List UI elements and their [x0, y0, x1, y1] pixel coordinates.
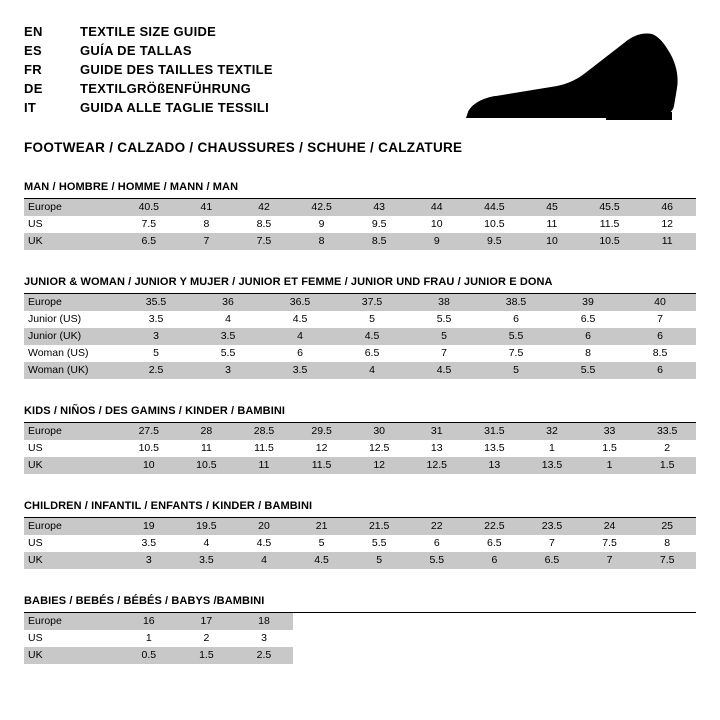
- language-row: [24, 98, 273, 117]
- cell: 4: [178, 535, 236, 552]
- cell: 1.5: [638, 457, 696, 474]
- cell: 8: [178, 216, 236, 233]
- cell: 9: [408, 233, 466, 250]
- cell: 7: [178, 233, 236, 250]
- cell: 10.5: [466, 216, 524, 233]
- cell: 38.5: [480, 294, 552, 311]
- table-row: [24, 535, 696, 552]
- cell: 6: [624, 328, 696, 345]
- dress-shoe-icon: [456, 26, 686, 122]
- cell: 27.5: [120, 423, 178, 440]
- cell: 5.5: [192, 345, 264, 362]
- size-block-children: [24, 500, 696, 569]
- cell: 46: [638, 199, 696, 216]
- language-code: FR: [24, 62, 42, 77]
- cell: 12.5: [350, 440, 408, 457]
- language-title: GUIDE DES TAILLES TEXTILE: [80, 62, 273, 77]
- cell: 5: [293, 535, 351, 552]
- cell: 2: [178, 630, 236, 647]
- cell: 4: [264, 328, 336, 345]
- table-row: [24, 457, 696, 474]
- cell: 6: [466, 552, 524, 569]
- cell: 1: [120, 630, 178, 647]
- category-title: FOOTWEAR / CALZADO / CHAUSSURES / SCHUHE / CALZATURE: [24, 140, 463, 155]
- cell: 6.5: [466, 535, 524, 552]
- cell: 23.5: [523, 518, 581, 535]
- size-block-man: [24, 181, 696, 250]
- cell: 12: [638, 216, 696, 233]
- cell: 21.5: [350, 518, 408, 535]
- cell: 5: [350, 552, 408, 569]
- cell: 12: [293, 440, 351, 457]
- cell: 28: [178, 423, 236, 440]
- row-label: Europe: [24, 423, 120, 440]
- cell: 29.5: [293, 423, 351, 440]
- cell: 18: [235, 613, 293, 630]
- cell: 10: [523, 233, 581, 250]
- cell: 5.5: [350, 535, 408, 552]
- cell: 21: [293, 518, 351, 535]
- cell: [581, 630, 639, 647]
- cell: 35.5: [120, 294, 192, 311]
- size-table: [24, 613, 696, 664]
- table-row: [24, 328, 696, 345]
- row-label: US: [24, 535, 120, 552]
- cell: 8: [293, 233, 351, 250]
- cell: [408, 613, 466, 630]
- cell: [350, 613, 408, 630]
- cell: 44.5: [466, 199, 524, 216]
- cell: 45: [523, 199, 581, 216]
- cell: 7.5: [480, 345, 552, 362]
- size-block-junior-woman: [24, 276, 696, 379]
- cell: 11: [235, 457, 293, 474]
- cell: 4: [235, 552, 293, 569]
- cell: 5.5: [408, 311, 480, 328]
- cell: 5.5: [480, 328, 552, 345]
- cell: 3: [235, 630, 293, 647]
- cell: 19.5: [178, 518, 236, 535]
- cell: 32: [523, 423, 581, 440]
- cell: 10.5: [120, 440, 178, 457]
- cell: 10: [120, 457, 178, 474]
- cell: 7: [581, 552, 639, 569]
- cell: 17: [178, 613, 236, 630]
- cell: 22: [408, 518, 466, 535]
- cell: 6: [624, 362, 696, 379]
- cell: 8.5: [350, 233, 408, 250]
- cell: 2: [638, 440, 696, 457]
- cell: 1: [581, 457, 639, 474]
- cell: 7: [523, 535, 581, 552]
- language-code: DE: [24, 81, 43, 96]
- cell: [293, 613, 351, 630]
- row-label: Europe: [24, 613, 120, 630]
- cell: [350, 630, 408, 647]
- cell: 2.5: [120, 362, 192, 379]
- cell: 8: [638, 535, 696, 552]
- size-block-babies: [24, 595, 696, 664]
- cell: 16: [120, 613, 178, 630]
- cell: 4: [192, 311, 264, 328]
- cell: 8.5: [624, 345, 696, 362]
- block-title: JUNIOR & WOMAN / JUNIOR Y MUJER / JUNIOR ET FEMME / JUNIOR UND FRAU / JUNIOR E DONA: [24, 276, 696, 294]
- table-row: [24, 647, 696, 664]
- table-row: [24, 518, 696, 535]
- cell: 3: [120, 552, 178, 569]
- cell: 3.5: [264, 362, 336, 379]
- language-row: [24, 22, 273, 41]
- cell: 4.5: [336, 328, 408, 345]
- cell: [523, 613, 581, 630]
- cell: 10: [408, 216, 466, 233]
- cell: 44: [408, 199, 466, 216]
- language-row: [24, 41, 273, 60]
- cell: 7.5: [120, 216, 178, 233]
- cell: 9.5: [466, 233, 524, 250]
- cell: 39: [552, 294, 624, 311]
- cell: 43: [350, 199, 408, 216]
- cell: 6.5: [120, 233, 178, 250]
- cell: 40: [624, 294, 696, 311]
- cell: 8: [552, 345, 624, 362]
- cell: 11.5: [235, 440, 293, 457]
- table-row: [24, 630, 696, 647]
- cell: 22.5: [466, 518, 524, 535]
- table-row: [24, 199, 696, 216]
- cell: 36.5: [264, 294, 336, 311]
- cell: [293, 647, 351, 664]
- block-title: MAN / HOMBRE / HOMME / MANN / MAN: [24, 181, 696, 199]
- language-code: ES: [24, 43, 42, 58]
- row-label: UK: [24, 457, 120, 474]
- cell: 6: [552, 328, 624, 345]
- cell: 6.5: [523, 552, 581, 569]
- cell: 3.5: [192, 328, 264, 345]
- cell: 11: [178, 440, 236, 457]
- cell: [350, 647, 408, 664]
- cell: [466, 630, 524, 647]
- cell: [638, 613, 696, 630]
- table-row: [24, 294, 696, 311]
- cell: 37.5: [336, 294, 408, 311]
- cell: [523, 647, 581, 664]
- cell: 3: [120, 328, 192, 345]
- language-title: TEXTILE SIZE GUIDE: [80, 24, 217, 39]
- cell: 3: [192, 362, 264, 379]
- cell: 11.5: [581, 216, 639, 233]
- cell: 13.5: [523, 457, 581, 474]
- cell: 6.5: [552, 311, 624, 328]
- language-code: IT: [24, 100, 37, 115]
- size-table: [24, 199, 696, 250]
- row-label: US: [24, 216, 120, 233]
- cell: 40.5: [120, 199, 178, 216]
- size-table: [24, 294, 696, 379]
- row-label: US: [24, 630, 120, 647]
- cell: 25: [638, 518, 696, 535]
- row-label: Europe: [24, 199, 120, 216]
- cell: 31.5: [466, 423, 524, 440]
- cell: 4.5: [264, 311, 336, 328]
- cell: 11: [523, 216, 581, 233]
- table-row: [24, 613, 696, 630]
- row-label: US: [24, 440, 120, 457]
- cell: 9.5: [350, 216, 408, 233]
- cell: [466, 647, 524, 664]
- cell: 6: [264, 345, 336, 362]
- row-label: UK: [24, 647, 120, 664]
- cell: 20: [235, 518, 293, 535]
- cell: 11: [638, 233, 696, 250]
- cell: 11.5: [293, 457, 351, 474]
- cell: 41: [178, 199, 236, 216]
- row-label: Woman (US): [24, 345, 120, 362]
- cell: [293, 630, 351, 647]
- size-block-kids: [24, 405, 696, 474]
- table-row: [24, 311, 696, 328]
- cell: 42: [235, 199, 293, 216]
- cell: [638, 630, 696, 647]
- row-label: UK: [24, 233, 120, 250]
- size-table: [24, 423, 696, 474]
- language-title: TEXTILGRÖßENFÜHRUNG: [80, 81, 252, 96]
- cell: [638, 647, 696, 664]
- language-code: EN: [24, 24, 43, 39]
- cell: 12: [350, 457, 408, 474]
- cell: 5: [408, 328, 480, 345]
- cell: 30: [350, 423, 408, 440]
- cell: 33: [581, 423, 639, 440]
- row-label: Junior (UK): [24, 328, 120, 345]
- cell: 13: [408, 440, 466, 457]
- row-label: Europe: [24, 294, 120, 311]
- cell: [581, 613, 639, 630]
- cell: 3.5: [178, 552, 236, 569]
- cell: 12.5: [408, 457, 466, 474]
- cell: 42.5: [293, 199, 351, 216]
- size-table: [24, 518, 696, 569]
- cell: 4: [336, 362, 408, 379]
- cell: 5.5: [552, 362, 624, 379]
- language-title-list: [24, 22, 273, 117]
- cell: 1: [523, 440, 581, 457]
- cell: 8.5: [235, 216, 293, 233]
- cell: 5: [336, 311, 408, 328]
- cell: 13.5: [466, 440, 524, 457]
- cell: 24: [581, 518, 639, 535]
- cell: 33.5: [638, 423, 696, 440]
- language-row: [24, 79, 273, 98]
- row-label: Woman (UK): [24, 362, 120, 379]
- cell: 7.5: [581, 535, 639, 552]
- cell: 6: [480, 311, 552, 328]
- cell: 19: [120, 518, 178, 535]
- cell: [408, 647, 466, 664]
- cell: [523, 630, 581, 647]
- cell: 10.5: [178, 457, 236, 474]
- cell: 31: [408, 423, 466, 440]
- language-title: GUIDA ALLE TAGLIE TESSILI: [80, 100, 270, 115]
- cell: 7.5: [235, 233, 293, 250]
- row-label: UK: [24, 552, 120, 569]
- table-row: [24, 423, 696, 440]
- block-title: CHILDREN / INFANTIL / ENFANTS / KINDER / BAMBINI: [24, 500, 696, 518]
- cell: 10.5: [581, 233, 639, 250]
- row-label: Europe: [24, 518, 120, 535]
- cell: 6: [408, 535, 466, 552]
- cell: 5: [480, 362, 552, 379]
- cell: [581, 647, 639, 664]
- cell: 9: [293, 216, 351, 233]
- cell: 6.5: [336, 345, 408, 362]
- language-title: GUÍA DE TALLAS: [80, 43, 192, 58]
- cell: 28.5: [235, 423, 293, 440]
- block-title: KIDS / NIÑOS / DES GAMINS / KINDER / BAMBINI: [24, 405, 696, 423]
- cell: 7: [408, 345, 480, 362]
- cell: 1.5: [178, 647, 236, 664]
- cell: [408, 630, 466, 647]
- cell: 45.5: [581, 199, 639, 216]
- header: [24, 22, 696, 122]
- cell: 7.5: [638, 552, 696, 569]
- cell: 5.5: [408, 552, 466, 569]
- table-row: [24, 216, 696, 233]
- cell: 4.5: [293, 552, 351, 569]
- block-title: BABIES / BEBÉS / BÉBÉS / BABYS /BAMBINI: [24, 595, 696, 613]
- cell: 38: [408, 294, 480, 311]
- table-row: [24, 552, 696, 569]
- cell: 5: [120, 345, 192, 362]
- cell: 4.5: [408, 362, 480, 379]
- table-row: [24, 345, 696, 362]
- cell: 7: [624, 311, 696, 328]
- cell: 4.5: [235, 535, 293, 552]
- cell: 2.5: [235, 647, 293, 664]
- row-label: Junior (US): [24, 311, 120, 328]
- cell: 3.5: [120, 535, 178, 552]
- cell: [466, 613, 524, 630]
- language-row: [24, 60, 273, 79]
- table-row: [24, 362, 696, 379]
- table-row: [24, 440, 696, 457]
- cell: 36: [192, 294, 264, 311]
- table-row: [24, 233, 696, 250]
- cell: 3.5: [120, 311, 192, 328]
- cell: 0.5: [120, 647, 178, 664]
- cell: 1.5: [581, 440, 639, 457]
- cell: 13: [466, 457, 524, 474]
